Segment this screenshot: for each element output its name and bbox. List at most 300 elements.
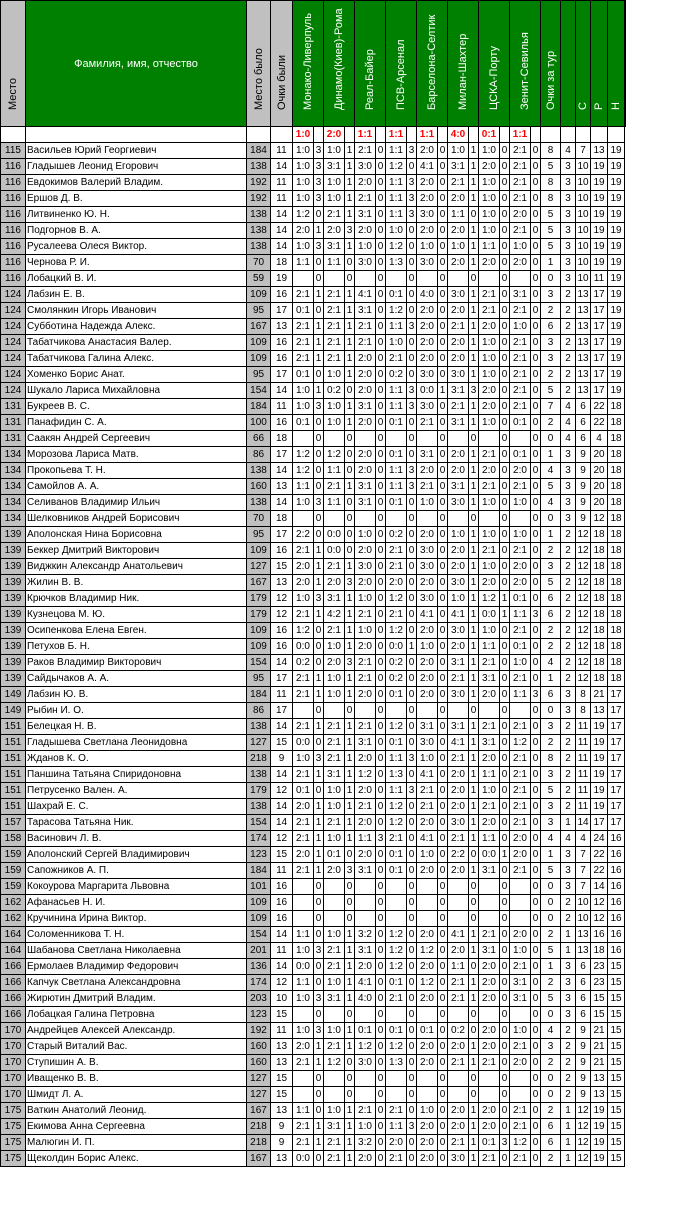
prediction-cell: 0:1 (386, 687, 407, 703)
prediction-cell: 2:1 (386, 607, 407, 623)
extra-cell: 20 (591, 479, 608, 495)
prediction-points-cell: 3 (407, 207, 417, 223)
prediction-points-cell: 0 (531, 1023, 541, 1039)
prediction-cell: 2:0 (293, 575, 314, 591)
prediction-cell: 2:0 (448, 255, 469, 271)
prediction-points-cell: 0 (314, 911, 324, 927)
prediction-points-cell: 0 (438, 1007, 448, 1023)
prediction-cell (293, 879, 314, 895)
prediction-points-cell: 0 (531, 575, 541, 591)
prediction-points-cell: 1 (314, 607, 324, 623)
place-cell: 159 (1, 863, 26, 879)
extra-cell: 3 (561, 207, 576, 223)
prediction-cell: 0:1 (293, 783, 314, 799)
prediction-cell: 2:1 (448, 991, 469, 1007)
extra-cell: 2 (561, 751, 576, 767)
prev-place-cell: 167 (247, 575, 271, 591)
prediction-points-cell: 0 (407, 1039, 417, 1055)
prediction-cell (355, 431, 376, 447)
prediction-cell: 2:0 (417, 655, 438, 671)
prev-points-cell: 11 (271, 687, 293, 703)
prediction-cell: 1:1 (293, 927, 314, 943)
prediction-cell: 2:0 (355, 847, 376, 863)
prediction-cell: 1:0 (386, 335, 407, 351)
prediction-points-cell: 0 (531, 191, 541, 207)
prediction-points-cell: 0 (438, 735, 448, 751)
prediction-points-cell: 0 (407, 879, 417, 895)
table-row (1, 207, 626, 223)
extra-cell: 12 (576, 639, 591, 655)
prediction-cell: 1:2 (386, 799, 407, 815)
prediction-cell: 1:0 (479, 415, 500, 431)
prediction-points-cell: 0 (500, 815, 510, 831)
name-cell: Субботина Надежда Алекс. (26, 319, 247, 335)
prediction-points-cell: 3 (407, 463, 417, 479)
prediction-points-cell: 1 (469, 607, 479, 623)
extra-cell: 10 (576, 911, 591, 927)
prediction-points-cell: 1 (469, 719, 479, 735)
results-blank (345, 127, 355, 143)
extra-cell: 4 (561, 399, 576, 415)
place-cell: 164 (1, 943, 26, 959)
prediction-cell: 2:0 (448, 639, 469, 655)
results-blank (469, 127, 479, 143)
extra-cell: 12 (576, 575, 591, 591)
prediction-cell: 2:0 (355, 815, 376, 831)
name-cell: Панафидин С. А. (26, 415, 247, 431)
prediction-cell: 2:0 (448, 351, 469, 367)
extra-cell: 2 (561, 335, 576, 351)
extra-cell: 18 (591, 671, 608, 687)
prev-place-cell: 127 (247, 735, 271, 751)
prediction-cell: 3:0 (417, 367, 438, 383)
extra-cell: 19 (591, 1135, 608, 1151)
extra-cell: 11 (576, 799, 591, 815)
prediction-points-cell: 0 (500, 191, 510, 207)
prev-place-cell: 138 (247, 719, 271, 735)
prediction-cell: 1:2 (293, 623, 314, 639)
prediction-points-cell: 0 (407, 863, 417, 879)
prediction-cell: 0:1 (386, 1023, 407, 1039)
prev-points-cell: 17 (271, 703, 293, 719)
prediction-points-cell: 0 (376, 959, 386, 975)
tour-points-cell: 5 (541, 239, 561, 255)
extra-cell: 3 (561, 463, 576, 479)
prediction-points-cell: 1 (314, 767, 324, 783)
prediction-cell: 2:1 (417, 479, 438, 495)
prediction-cell (386, 1007, 407, 1023)
table-row (1, 591, 626, 607)
prediction-cell: 2:1 (355, 191, 376, 207)
extra-cell: 2 (561, 767, 576, 783)
place-cell: 162 (1, 911, 26, 927)
prev-place-cell: 184 (247, 863, 271, 879)
extra-cell: 9 (576, 1071, 591, 1087)
prediction-points-cell: 1 (314, 287, 324, 303)
table-row (1, 367, 626, 383)
prediction-points-cell: 1 (469, 687, 479, 703)
prediction-points-cell: 0 (500, 495, 510, 511)
table-row (1, 271, 626, 287)
prediction-cell: 1:0 (448, 591, 469, 607)
prediction-points-cell: 3 (407, 1119, 417, 1135)
extra-cell: 11 (576, 751, 591, 767)
prediction-cell: 0:1 (510, 447, 531, 463)
tour-points-cell: 5 (541, 479, 561, 495)
extra-cell: 10 (576, 191, 591, 207)
prediction-cell: 2:0 (448, 1119, 469, 1135)
prediction-cell: 1:0 (479, 351, 500, 367)
prediction-points-cell: 0 (345, 1087, 355, 1103)
extra-cell: 7 (576, 847, 591, 863)
prediction-cell: 1:2 (386, 1039, 407, 1055)
prediction-cell: 2:1 (324, 735, 345, 751)
prediction-points-cell: 0 (438, 623, 448, 639)
extra-cell: 18 (591, 543, 608, 559)
prediction-points-cell: 0 (531, 559, 541, 575)
table-row (1, 543, 626, 559)
prediction-points-cell: 1 (469, 255, 479, 271)
tour-points-cell: 2 (541, 1151, 561, 1167)
prediction-cell (510, 1071, 531, 1087)
prediction-cell: 1:0 (417, 495, 438, 511)
match-result: 1:0 (293, 127, 314, 143)
table-row (1, 719, 626, 735)
prediction-points-cell: 0 (500, 559, 510, 575)
prediction-points-cell: 1 (469, 815, 479, 831)
prediction-points-cell: 0 (376, 303, 386, 319)
prev-place-cell: 109 (247, 335, 271, 351)
extra-cell: 13 (591, 703, 608, 719)
prediction-points-cell: 0 (469, 1007, 479, 1023)
prev-place-cell: 109 (247, 287, 271, 303)
prediction-points-cell: 3 (314, 943, 324, 959)
prediction-points-cell: 1 (314, 671, 324, 687)
table-row (1, 399, 626, 415)
prev-place-cell: 86 (247, 447, 271, 463)
prev-points-cell: 13 (271, 1055, 293, 1071)
extra-cell: 15 (608, 1039, 625, 1055)
prediction-cell: 1:0 (293, 991, 314, 1007)
prediction-cell: 3:1 (355, 303, 376, 319)
prev-place-cell: 184 (247, 143, 271, 159)
prediction-cell (293, 1087, 314, 1103)
prediction-cell: 2:0 (479, 975, 500, 991)
prediction-points-cell: 3 (376, 831, 386, 847)
header-match (293, 1, 324, 127)
results-blank (561, 127, 576, 143)
prediction-cell: 1:0 (324, 399, 345, 415)
prediction-cell: 2:1 (293, 543, 314, 559)
tour-points-cell: 8 (541, 143, 561, 159)
extra-cell: 19 (591, 191, 608, 207)
prediction-points-cell: 0 (314, 415, 324, 431)
prediction-cell: 3:1 (510, 287, 531, 303)
prediction-points-cell: 0 (500, 879, 510, 895)
prediction-cell: 2:0 (479, 255, 500, 271)
prediction-points-cell: 1 (314, 543, 324, 559)
prediction-points-cell: 3 (407, 399, 417, 415)
extra-cell: 19 (591, 751, 608, 767)
prediction-cell: 2:1 (293, 1135, 314, 1151)
prev-points-cell: 14 (271, 383, 293, 399)
prediction-points-cell: 0 (438, 1103, 448, 1119)
prediction-cell: 1:0 (293, 191, 314, 207)
prev-points-cell: 9 (271, 1135, 293, 1151)
prediction-points-cell: 0 (407, 815, 417, 831)
prediction-cell: 2:0 (324, 575, 345, 591)
place-cell: 159 (1, 847, 26, 863)
prediction-points-cell: 0 (531, 1071, 541, 1087)
prediction-points-cell: 3 (407, 479, 417, 495)
prev-place-cell: 95 (247, 303, 271, 319)
prediction-cell: 1:1 (324, 495, 345, 511)
extra-cell: 2 (561, 623, 576, 639)
prediction-points-cell: 0 (438, 463, 448, 479)
prediction-cell (510, 271, 531, 287)
tour-points-cell: 3 (541, 799, 561, 815)
table-row (1, 623, 626, 639)
extra-cell: 1 (561, 1151, 576, 1167)
extra-cell: 3 (561, 975, 576, 991)
table-row (1, 991, 626, 1007)
prediction-cell: 1:0 (324, 687, 345, 703)
prediction-cell: 2:1 (293, 351, 314, 367)
prediction-cell (479, 271, 500, 287)
name-cell: Самойлов А. А. (26, 479, 247, 495)
place-cell: 170 (1, 1087, 26, 1103)
prev-place-cell: 109 (247, 911, 271, 927)
extra-cell: 18 (608, 575, 625, 591)
tour-points-cell: 0 (541, 879, 561, 895)
extra-cell: 19 (608, 351, 625, 367)
name-cell: Соломенникова Т. Н. (26, 927, 247, 943)
prediction-points-cell: 0 (438, 863, 448, 879)
header-match (355, 1, 386, 127)
extra-cell: 17 (591, 319, 608, 335)
prediction-points-cell: 1 (345, 991, 355, 1007)
prev-points-cell: 15 (271, 847, 293, 863)
prediction-cell: 3:1 (324, 991, 345, 1007)
prediction-points-cell: 1 (345, 191, 355, 207)
prediction-cell: 2:0 (386, 1135, 407, 1151)
extra-cell: 9 (576, 495, 591, 511)
name-cell: Жданов К. О. (26, 751, 247, 767)
prediction-cell: 2:1 (355, 799, 376, 815)
prediction-cell: 2:0 (417, 1039, 438, 1055)
prediction-cell: 1:0 (510, 239, 531, 255)
extra-cell: 16 (608, 863, 625, 879)
prediction-cell (417, 895, 438, 911)
table-row (1, 975, 626, 991)
prediction-cell: 2:1 (510, 335, 531, 351)
header-match-label: Барселона-Селтик (426, 14, 438, 110)
prev-points-cell: 14 (271, 239, 293, 255)
extra-cell: 18 (608, 607, 625, 623)
prediction-points-cell: 0 (407, 895, 417, 911)
extra-cell: 15 (608, 1023, 625, 1039)
prediction-cell: 1:0 (293, 943, 314, 959)
prediction-cell: 2:1 (293, 1055, 314, 1071)
prediction-points-cell: 0 (376, 1039, 386, 1055)
prediction-cell (386, 511, 407, 527)
table-row (1, 351, 626, 367)
prediction-cell: 2:1 (510, 143, 531, 159)
place-cell: 134 (1, 479, 26, 495)
prev-points-cell: 12 (271, 783, 293, 799)
name-cell: Шахрай Е. С. (26, 799, 247, 815)
prediction-cell: 3:1 (448, 159, 469, 175)
prediction-cell: 1:1 (293, 1103, 314, 1119)
extra-cell: 2 (561, 799, 576, 815)
place-cell: 124 (1, 351, 26, 367)
prediction-cell: 3:1 (479, 735, 500, 751)
prediction-cell: 2:1 (355, 719, 376, 735)
prediction-points-cell: 3 (407, 319, 417, 335)
name-cell: Табатчикова Галина Алекс. (26, 351, 247, 367)
prev-place-cell: 138 (247, 463, 271, 479)
header-match-label: ЦСКА-Порту (488, 45, 500, 110)
prediction-points-cell: 0 (407, 1103, 417, 1119)
prediction-points-cell: 0 (531, 1151, 541, 1167)
place-cell: 166 (1, 1007, 26, 1023)
prediction-cell: 1:1 (479, 639, 500, 655)
prediction-points-cell: 0 (500, 959, 510, 975)
prediction-cell: 1:1 (386, 191, 407, 207)
extra-cell: 3 (561, 959, 576, 975)
prediction-points-cell: 0 (407, 511, 417, 527)
prediction-points-cell: 3 (314, 399, 324, 415)
prediction-cell: 1:2 (386, 815, 407, 831)
prediction-cell: 2:0 (293, 1039, 314, 1055)
tour-points-cell: 1 (541, 959, 561, 975)
prev-place-cell: 174 (247, 975, 271, 991)
prediction-cell: 3:2 (355, 927, 376, 943)
prediction-points-cell: 0 (376, 879, 386, 895)
prediction-cell: 2:1 (479, 447, 500, 463)
prediction-cell: 3:0 (355, 559, 376, 575)
prediction-points-cell: 0 (376, 559, 386, 575)
prediction-points-cell: 0 (376, 943, 386, 959)
extra-cell: 12 (576, 1103, 591, 1119)
prediction-cell: 4:0 (355, 991, 376, 1007)
extra-cell: 14 (591, 879, 608, 895)
prediction-cell: 2:0 (448, 1039, 469, 1055)
prediction-cell: 4:1 (417, 159, 438, 175)
prediction-points-cell: 0 (500, 175, 510, 191)
prev-points-cell: 18 (271, 511, 293, 527)
extra-cell: 12 (591, 895, 608, 911)
prev-place-cell: 192 (247, 175, 271, 191)
prediction-cell (386, 431, 407, 447)
prediction-cell (448, 511, 469, 527)
place-cell: 157 (1, 815, 26, 831)
prediction-cell: 2:0 (510, 1055, 531, 1071)
prediction-cell (324, 911, 345, 927)
prediction-cell: 2:0 (479, 1103, 500, 1119)
tour-points-cell: 7 (541, 399, 561, 415)
prediction-points-cell: 0 (376, 783, 386, 799)
tour-points-cell: 2 (541, 1055, 561, 1071)
extra-cell: 23 (591, 959, 608, 975)
name-cell: Гладышев Леонид Егорович (26, 159, 247, 175)
prediction-cell: 1:1 (386, 143, 407, 159)
prediction-points-cell: 0 (438, 511, 448, 527)
place-cell: 139 (1, 655, 26, 671)
prediction-points-cell: 0 (500, 1039, 510, 1055)
prediction-cell: 1:0 (479, 783, 500, 799)
prediction-points-cell: 0 (531, 1135, 541, 1151)
prediction-cell: 3:1 (355, 479, 376, 495)
prediction-points-cell: 0 (531, 783, 541, 799)
place-cell: 116 (1, 207, 26, 223)
table-row (1, 671, 626, 687)
extra-cell: 19 (591, 1103, 608, 1119)
tour-points-cell: 0 (541, 1007, 561, 1023)
prediction-points-cell: 0 (314, 207, 324, 223)
prediction-points-cell: 1 (345, 623, 355, 639)
prediction-cell: 2:1 (448, 1135, 469, 1151)
prediction-points-cell: 1 (469, 927, 479, 943)
prediction-cell (510, 1087, 531, 1103)
tour-points-cell: 2 (541, 623, 561, 639)
prediction-cell: 2:0 (417, 863, 438, 879)
tour-points-cell: 1 (541, 671, 561, 687)
table-row (1, 527, 626, 543)
name-cell: Шабанова Светлана Николаевна (26, 943, 247, 959)
prediction-points-cell: 1 (469, 287, 479, 303)
prediction-cell: 2:1 (510, 1151, 531, 1167)
tour-points-cell: 1 (541, 847, 561, 863)
prediction-points-cell: 1 (345, 287, 355, 303)
prediction-points-cell: 0 (345, 527, 355, 543)
extra-cell: 12 (591, 911, 608, 927)
prediction-cell (324, 1071, 345, 1087)
prediction-cell: 2:1 (479, 543, 500, 559)
results-blank (531, 127, 541, 143)
prediction-cell: 2:0 (417, 463, 438, 479)
tour-points-cell: 6 (541, 687, 561, 703)
prediction-cell: 2:2 (448, 847, 469, 863)
prediction-points-cell: 0 (376, 975, 386, 991)
prediction-cell: 1:1 (293, 255, 314, 271)
results-blank (1, 127, 26, 143)
prediction-points-cell: 0 (438, 1055, 448, 1071)
prediction-points-cell: 0 (500, 543, 510, 559)
prediction-cell: 2:1 (510, 863, 531, 879)
prediction-points-cell: 1 (314, 831, 324, 847)
prediction-points-cell: 0 (438, 767, 448, 783)
prediction-cell: 0:0 (293, 959, 314, 975)
prediction-points-cell: 0 (438, 335, 448, 351)
prediction-cell: 1:2 (355, 1039, 376, 1055)
prediction-cell (510, 879, 531, 895)
prediction-points-cell: 3 (314, 159, 324, 175)
prediction-points-cell: 0 (531, 1119, 541, 1135)
prediction-points-cell: 0 (531, 447, 541, 463)
tour-points-cell: 2 (541, 927, 561, 943)
name-cell: Петрусенко Вален. А. (26, 783, 247, 799)
table-row (1, 879, 626, 895)
prev-place-cell: 192 (247, 1023, 271, 1039)
prediction-cell: 2:1 (510, 751, 531, 767)
extra-cell: 13 (591, 1071, 608, 1087)
extra-cell: 18 (608, 591, 625, 607)
prediction-points-cell: 0 (407, 495, 417, 511)
extra-cell: 2 (561, 559, 576, 575)
prediction-points-cell: 0 (407, 1151, 417, 1167)
prediction-cell: 3:1 (510, 991, 531, 1007)
